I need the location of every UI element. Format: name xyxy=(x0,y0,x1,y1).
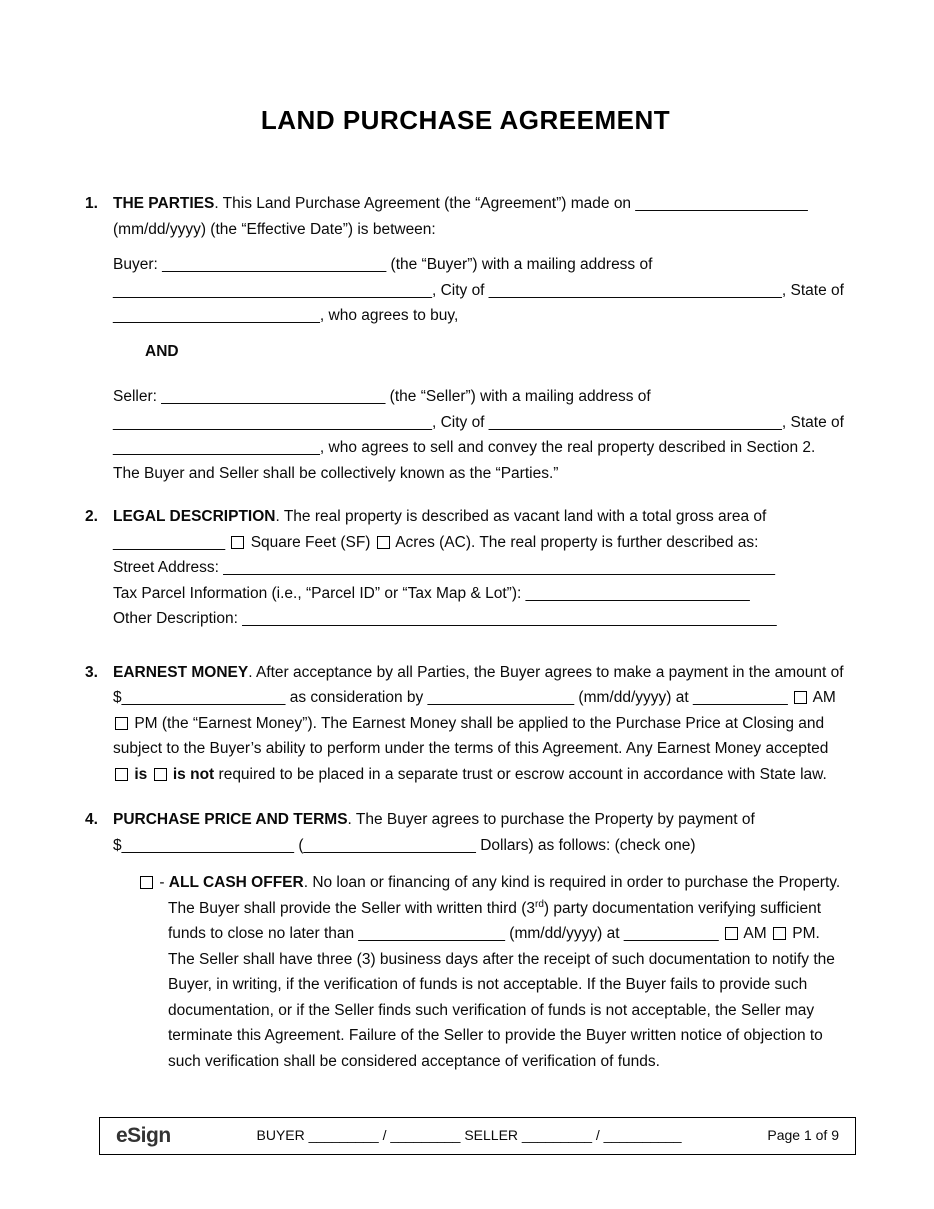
checkbox-is-not[interactable] xyxy=(154,768,167,781)
cash-am-label: AM xyxy=(743,925,767,942)
pm-text: PM (the “Earnest Money”). The Earnest Money shall be applied to the Purchase Price at Closing and subject to the Buyer’s ability to perform under the terms of this Agreement. Any Earnest Money accepted xyxy=(113,714,829,757)
checkbox-cash-am[interactable] xyxy=(725,927,738,940)
earnest-paragraph xyxy=(85,660,846,788)
section-heading: THE PARTIES xyxy=(113,195,215,212)
and-label xyxy=(145,339,846,365)
page-title: LAND PURCHASE AGREEMENT xyxy=(260,105,671,135)
section-number: 3. xyxy=(85,663,98,681)
earnest-intro-text: . After acceptance by all Parties, the Buyer agrees to make a payment in the amount of $___________________ as consideration by _________________ (mm/dd/yyyy) at ___________ xyxy=(113,663,844,706)
all-cash-text-3: PM. The Seller shall have three (3) business days after the receipt of such documentation to notify the Buyer, in writing, if the verification of funds is not acceptable. If the Buyer fails to provide such documentation, or if the Seller finds such verification of funds is not acceptable, the Seller may terminate this Agreement. Failure of the Seller to provide the Buyer written notice of objection to such verification shall be considered acceptance of verification of funds. xyxy=(168,925,835,1070)
acres-label: Acres (AC). The real property is further described as: xyxy=(395,533,759,551)
am-label: AM xyxy=(812,689,836,706)
section-number: 4. xyxy=(85,811,98,828)
buyer-paragraph xyxy=(113,252,846,329)
other-description-line xyxy=(113,606,846,632)
parties-intro-text: . This Land Purchase Agreement (the “Agreement”) made on ____________________ (mm/dd/yyyy) (the “Effective Date”) is between: xyxy=(113,195,808,238)
parties-intro-paragraph xyxy=(85,191,846,242)
section-number: 1. xyxy=(85,195,98,212)
legal-intro-text: . The real property is described as vacant land with a total gross area of _____________ xyxy=(113,508,767,551)
tax-parcel-text: Tax Parcel Information (i.e., “Parcel ID” or “Tax Map & Lot”): __________________________ xyxy=(113,584,750,602)
footer-bar xyxy=(99,1117,856,1155)
all-cash-text-1: . No loan or financing of any kind is required in order to purchase the Property. The Buyer shall provide the Seller with written third (3 xyxy=(168,874,841,917)
all-cash-text-2: ) party documentation verifying sufficient funds to close no later than _________________ (mm/dd/yyyy) at ___________ xyxy=(168,899,822,942)
all-cash-offer-item xyxy=(138,870,846,1074)
checkbox-square-feet[interactable] xyxy=(231,536,244,549)
purchase-intro-paragraph xyxy=(85,807,846,858)
footer-signature-line: BUYER _________ / _________ SELLER _________ / __________ xyxy=(256,1127,682,1144)
checkbox-acres[interactable] xyxy=(377,536,390,549)
all-cash-heading: ALL CASH OFFER xyxy=(168,874,304,891)
section-heading: PURCHASE PRICE AND TERMS xyxy=(113,811,348,828)
seller-text: Seller: __________________________ (the “Seller”) with a mailing address of _____________________________________, City of __________________________________, State of ________________________, who agrees to sell and convey the real property described in Section 2. The Buyer and Seller shall be collectively known as the “Parties.” xyxy=(113,388,844,482)
checkbox-pm[interactable] xyxy=(115,717,128,730)
section-purchase-price xyxy=(85,807,846,1074)
seller-paragraph xyxy=(113,384,846,486)
checkbox-all-cash-offer[interactable] xyxy=(140,876,153,889)
footer-page-number: Page 1 of 9 xyxy=(767,1127,839,1144)
purchase-intro-text: . The Buyer agrees to purchase the Property by payment of $____________________ (____________________ Dollars) as follows: (check one) xyxy=(113,811,755,854)
legal-intro-paragraph xyxy=(85,504,846,555)
section-heading: LEGAL DESCRIPTION xyxy=(113,508,276,525)
other-description-text: Other Description: ______________________________________________________________ xyxy=(113,610,777,627)
checkbox-is[interactable] xyxy=(115,768,128,781)
street-address-line xyxy=(113,555,846,581)
all-cash-dash: - xyxy=(159,874,165,891)
and-text: AND xyxy=(145,342,179,360)
section-number: 2. xyxy=(85,508,98,525)
is-label: is xyxy=(134,765,148,783)
section-earnest-money xyxy=(85,660,846,788)
buyer-text: Buyer: __________________________ (the “Buyer”) with a mailing address of _____________________________________, City of __________________________________, State of ________________________, who agrees to buy, xyxy=(113,256,844,324)
esign-logo: eSign xyxy=(116,1124,171,1148)
checkbox-cash-pm[interactable] xyxy=(773,927,786,940)
street-address-text: Street Address: ________________________________________________________________ xyxy=(113,559,775,576)
ordinal-suffix: rd xyxy=(535,898,544,910)
tax-parcel-line xyxy=(113,581,846,607)
section-legal-description xyxy=(85,504,846,632)
earnest-closing-text: required to be placed in a separate trust or escrow account in accordance with State law. xyxy=(218,765,827,783)
checkbox-am[interactable] xyxy=(794,691,807,704)
section-the-parties xyxy=(85,191,846,486)
is-not-label: is not xyxy=(172,765,215,783)
section-heading: EARNEST MONEY xyxy=(113,663,249,681)
square-feet-label: Square Feet (SF) xyxy=(250,533,371,551)
